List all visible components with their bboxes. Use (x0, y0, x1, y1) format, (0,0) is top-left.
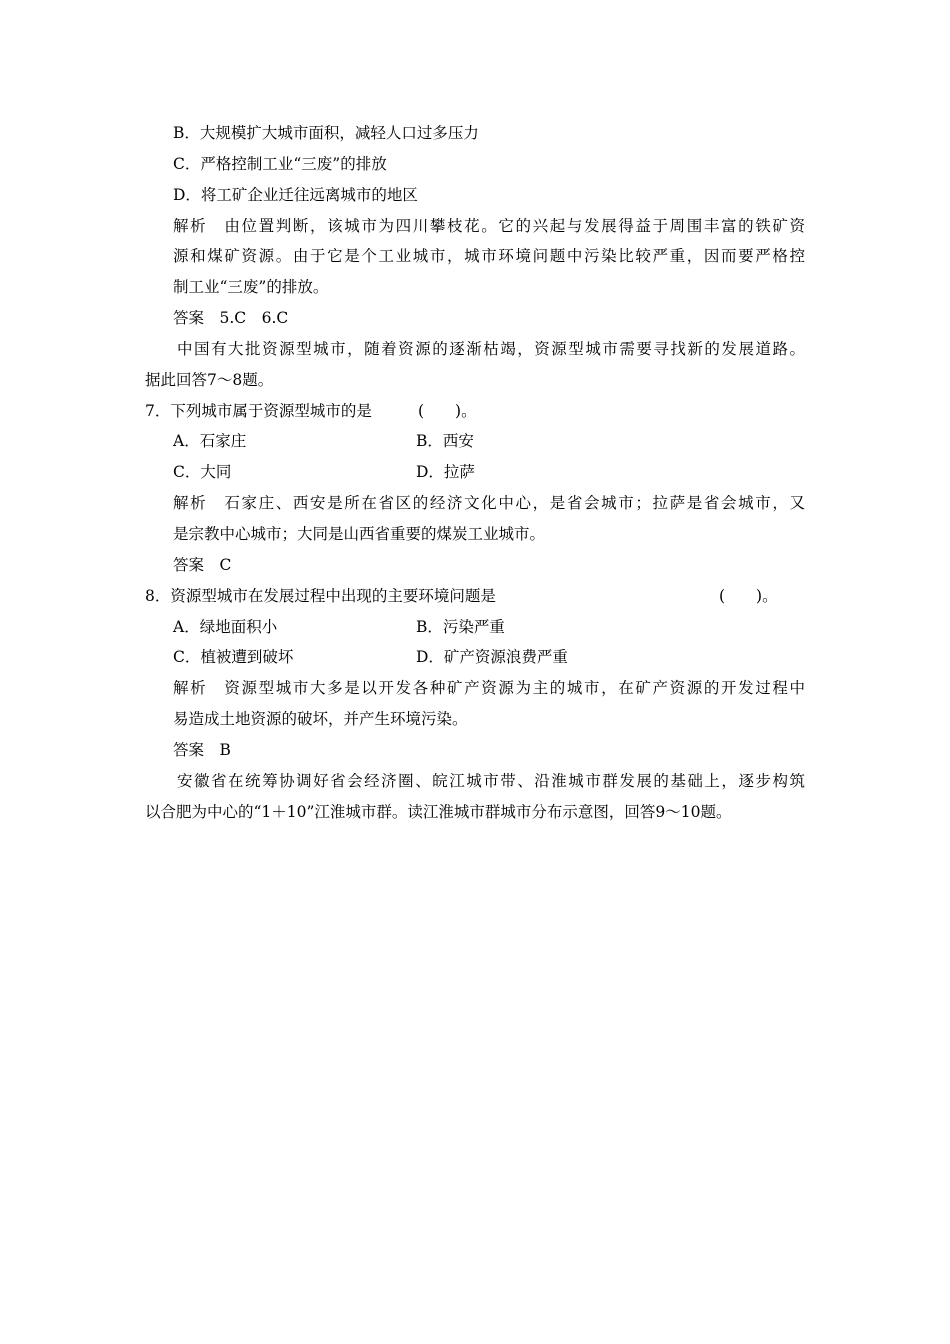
q8-option-b: B．污染严重 (416, 618, 505, 636)
intro-line: 据此回答7～8题。 (145, 371, 274, 389)
q8-option-d: D．矿产资源浪费严重 (416, 648, 568, 666)
q7-analysis-line: 解析 石家庄、西安是所在省区的经济文化中心，是省会城市；拉萨是省会城市，又 (173, 494, 805, 512)
q7-analysis-line: 是宗教中心城市；大同是山西省重要的煤炭工业城市。 (173, 525, 546, 543)
q8-answer: 答案 B (173, 741, 231, 759)
q7-answer: 答案 C (173, 556, 232, 574)
q7-option-b: B．西安 (416, 432, 474, 450)
q8-stem: 8．资源型城市在发展过程中出现的主要环境问题是 (145, 587, 496, 605)
q8-analysis-line: 解析 资源型城市大多是以开发各种矿产资源为主的城市，在矿产资源的开发过程中 (173, 679, 805, 697)
q8-option-a: A．绿地面积小 (173, 618, 278, 636)
intro-line: 安徽省在统筹协调好省会经济圈、皖江城市带、沿淮城市群发展的基础上，逐步构筑 (177, 772, 805, 790)
q6-option-b: B．大规模扩大城市面积，减轻人口过多压力 (173, 124, 479, 142)
q7-option-d: D．拉萨 (416, 463, 475, 481)
q7-option-a: A．石家庄 (173, 432, 247, 450)
intro-line: 以合肥为中心的“1＋10”江淮城市群。读江淮城市群城市分布示意图，回答9～10题。 (145, 803, 732, 821)
intro-line: 中国有大批资源型城市，随着资源的逐渐枯竭，资源型城市需要寻找新的发展道路。 (177, 340, 805, 358)
answer-5-6: 答案 5.C 6.C (173, 309, 289, 327)
analysis-line: 解析 由位置判断，该城市为四川攀枝花。它的兴起与发展得益于周围丰富的铁矿资 (173, 217, 805, 235)
q8-option-c: C．植被遭到破坏 (173, 648, 294, 666)
analysis-line: 源和煤矿资源。由于它是个工业城市，城市环境问题中污染比较严重，因而要严格控 (173, 247, 805, 265)
q7-stem: 7．下列城市属于资源型城市的是 (145, 402, 372, 420)
q6-option-d: D．将工矿企业迁往远离城市的地区 (173, 186, 418, 204)
q8-analysis-line: 易造成土地资源的破坏，并产生环境污染。 (173, 710, 468, 728)
q7-answer-paren: ( )。 (418, 402, 477, 420)
q7-option-c: C．大同 (173, 463, 232, 481)
q8-answer-paren: ( )。 (719, 587, 778, 605)
q6-option-c: C．严格控制工业“三废”的排放 (173, 155, 387, 173)
analysis-line: 制工业“三废”的排放。 (173, 278, 329, 296)
